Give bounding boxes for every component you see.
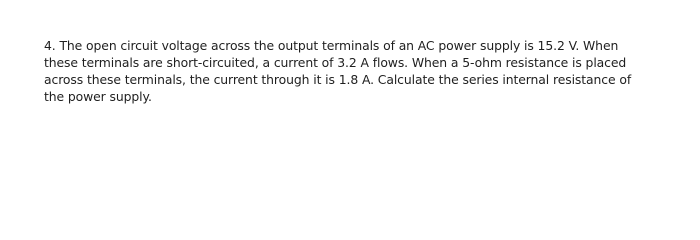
question-line-4: the power supply. bbox=[44, 89, 152, 104]
question-line-2: these terminals are short-circuited, a current of 3.2 A flows. When a 5-ohm resistance is placed bbox=[44, 55, 627, 70]
question-line-3: across these terminals, the current through it is 1.8 A. Calculate the series internal resistance of bbox=[44, 72, 632, 87]
question-line-1: 4. The open circuit voltage across the output terminals of an AC power supply is 15.2 V. When bbox=[44, 38, 619, 53]
